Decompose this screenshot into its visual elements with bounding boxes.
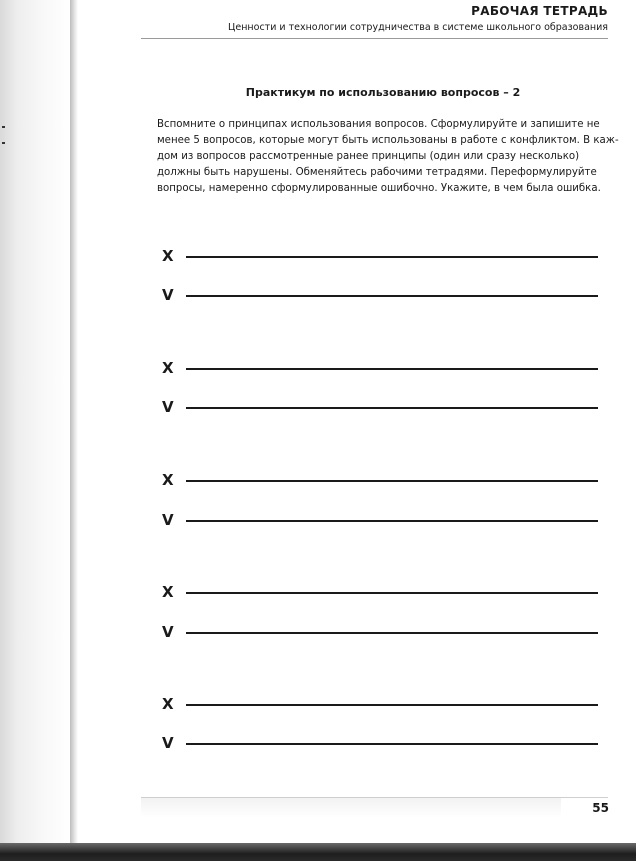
footer-band	[141, 798, 561, 818]
corrected-question-write-line[interactable]	[186, 520, 598, 522]
corrected-question-write-line[interactable]	[186, 632, 598, 634]
scan-artifact-mark	[2, 126, 5, 128]
wrong-question-write-line[interactable]	[186, 480, 598, 482]
corrected-question-row	[162, 510, 602, 530]
wrong-question-row	[162, 582, 602, 602]
wrong-question-row	[162, 694, 602, 714]
wrong-mark: X	[162, 695, 174, 713]
practicum-title: Практикум по использованию вопросов – 2	[245, 86, 521, 99]
wrong-question-row	[162, 358, 602, 378]
corrected-question-row	[162, 733, 602, 753]
correct-mark: V	[162, 511, 174, 529]
correct-mark: V	[162, 398, 174, 416]
workbook-subtitle: Ценности и технологии сотрудничества в системе школьного образования	[227, 22, 608, 33]
corrected-question-write-line[interactable]	[186, 743, 598, 745]
wrong-question-write-line[interactable]	[186, 368, 598, 370]
wrong-question-write-line[interactable]	[186, 256, 598, 258]
correct-mark: V	[162, 623, 174, 641]
workbook-title: РАБОЧАЯ ТЕТРАДЬ	[471, 4, 608, 18]
correct-mark: V	[162, 286, 174, 304]
page-header	[141, 0, 608, 39]
wrong-question-row	[162, 470, 602, 490]
wrong-mark: X	[162, 359, 174, 377]
wrong-question-write-line[interactable]	[186, 704, 598, 706]
instruction-line: менее 5 вопросов, которые могут быть использованы в работе с конфликтом. В каж-	[157, 135, 619, 146]
wrong-mark: X	[162, 583, 174, 601]
instruction-line: Вспомните о принципах использования вопросов. Сформулируйте и запишите не	[157, 119, 600, 130]
wrong-question-row	[162, 246, 602, 266]
scan-bottom-edge	[0, 843, 636, 861]
wrong-mark: X	[162, 471, 174, 489]
wrong-question-write-line[interactable]	[186, 592, 598, 594]
page-number: 55	[592, 801, 609, 815]
corrected-question-row	[162, 397, 602, 417]
instruction-line: должны быть нарушены. Обменяйтесь рабочими тетрадями. Переформулируйте	[157, 167, 597, 178]
corrected-question-row	[162, 622, 602, 642]
corrected-question-row	[162, 285, 602, 305]
corrected-question-write-line[interactable]	[186, 295, 598, 297]
correct-mark: V	[162, 734, 174, 752]
instructions-text	[157, 117, 619, 197]
scan-artifact-mark	[2, 142, 5, 144]
page-left-margin	[0, 0, 70, 861]
corrected-question-write-line[interactable]	[186, 407, 598, 409]
wrong-mark: X	[162, 247, 174, 265]
instruction-line: вопросы, намеренно сформулированные ошибочно. Укажите, в чем была ошибка.	[157, 183, 601, 194]
book-spine-shadow	[70, 0, 78, 861]
instruction-line: дом из вопросов рассмотренные ранее принципы (один или сразу несколько)	[157, 151, 580, 162]
